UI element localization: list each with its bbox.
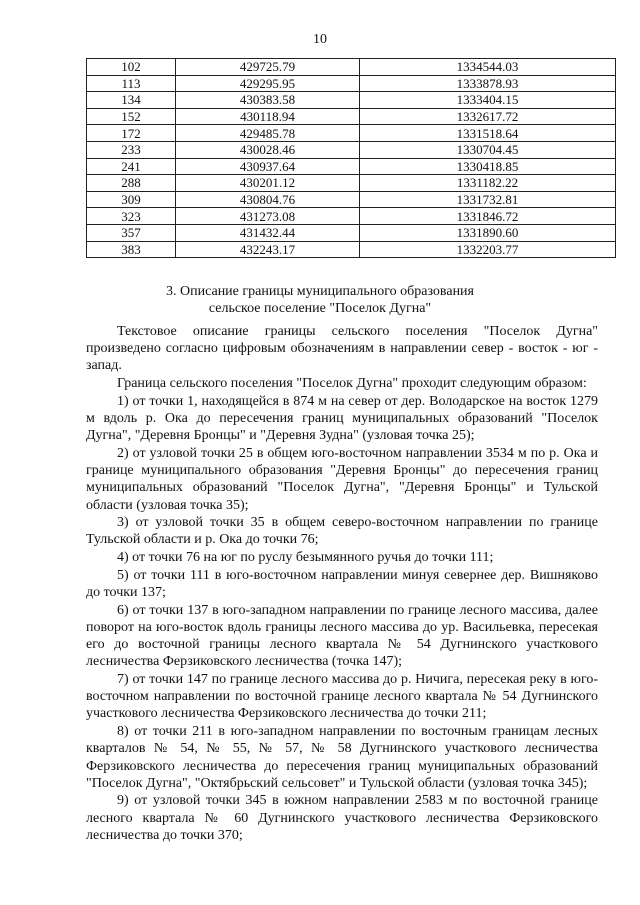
boundary-segment-paragraph: 4) от точки 76 на юг по руслу безымянного ручья до точки 111; (117, 550, 494, 566)
table-row (87, 92, 616, 109)
table-row (87, 125, 616, 142)
point-number-cell: 309 (87, 191, 176, 208)
boundary-segment-paragraph: 6) от точки 137 в юго-западном направлении по границе лесного массива, далее поворот на юго-восток вдоль границы лесного массива до ур. Васильевка, пересекая его до восточной границы лесного квартала № 54 Дугнинского участкового лесничества Ферзиковского лесничества (точка 147); (86, 602, 598, 670)
y-coordinate-cell: 1332617.72 (360, 108, 616, 125)
coordinates-table (86, 58, 616, 258)
table-row (87, 224, 616, 241)
table-row (87, 175, 616, 192)
x-coordinate-cell: 432243.17 (176, 241, 360, 258)
x-coordinate-cell: 431432.44 (176, 224, 360, 241)
y-coordinate-cell: 1333878.93 (360, 75, 616, 92)
x-coordinate-cell: 429485.78 (176, 125, 360, 142)
x-coordinate-cell: 430804.76 (176, 191, 360, 208)
table-row (87, 59, 616, 76)
table-row (87, 108, 616, 125)
x-coordinate-cell: 429725.79 (176, 59, 360, 76)
y-coordinate-cell: 1330418.85 (360, 158, 616, 175)
boundary-segment-paragraph: 7) от точки 147 по границе лесного массива до р. Ничига, пересекая реку в юго-восточном направлении по восточной границе лесного квартала № 54 Дугнинского участкового лесничества Ферзиковского лесничества до точки 211; (86, 672, 598, 722)
point-number-cell: 152 (87, 108, 176, 125)
table-row (87, 158, 616, 175)
section-heading (0, 283, 640, 317)
x-coordinate-cell: 430383.58 (176, 92, 360, 109)
point-number-cell: 134 (87, 92, 176, 109)
page-number: 10 (313, 32, 327, 47)
point-number-cell: 233 (87, 141, 176, 158)
y-coordinate-cell: 1333404.15 (360, 92, 616, 109)
point-number-cell: 383 (87, 241, 176, 258)
boundary-segment-paragraph: 2) от узловой точки 25 в общем юго-восточном направлении 3534 м по р. Ока и границе муниципального образования "Деревня Бронцы" до пересечения границ муниципальных образований "Поселок Дугна", "Деревня Бронцы" и Тульской области (узловая точка 35); (86, 445, 598, 513)
point-number-cell: 113 (87, 75, 176, 92)
x-coordinate-cell: 430201.12 (176, 175, 360, 192)
boundary-segment-paragraph: 9) от узловой точки 345 в южном направлении 2583 м по восточной границе лесного квартала № 60 Дугнинского участкового лесничества Ферзиковского лесничества до точки 370; (86, 793, 598, 843)
y-coordinate-cell: 1331182.22 (360, 175, 616, 192)
boundary-segment-paragraph: 5) от точки 111 в юго-восточном направлении минуя севернее дер. Вишняково до точки 137; (86, 567, 598, 601)
intro-paragraph: Текстовое описание границы сельского поселения "Поселок Дугна" произведено согласно цифровым обозначениям в направлении север - восток - юг - запад. (86, 324, 598, 374)
y-coordinate-cell: 1331518.64 (360, 125, 616, 142)
x-coordinate-cell: 430937.64 (176, 158, 360, 175)
table-row (87, 75, 616, 92)
y-coordinate-cell: 1334544.03 (360, 59, 616, 76)
x-coordinate-cell: 431273.08 (176, 208, 360, 225)
section-heading-line1: 3. Описание границы муниципального образования (166, 284, 474, 299)
lead-paragraph: Граница сельского поселения "Поселок Дугна" проходит следующим образом: (117, 376, 587, 392)
y-coordinate-cell: 1331732.81 (360, 191, 616, 208)
point-number-cell: 102 (87, 59, 176, 76)
y-coordinate-cell: 1330704.45 (360, 141, 616, 158)
point-number-cell: 172 (87, 125, 176, 142)
boundary-description (86, 323, 598, 845)
x-coordinate-cell: 430118.94 (176, 108, 360, 125)
y-coordinate-cell: 1331846.72 (360, 208, 616, 225)
x-coordinate-cell: 429295.95 (176, 75, 360, 92)
y-coordinate-cell: 1332203.77 (360, 241, 616, 258)
boundary-segment-paragraph: 8) от точки 211 в юго-западном направлении по восточным границам лесных кварталов № 54, № 55, № 57, № 58 Дугнинского участкового лесничества Ферзиковского лесничества до пересечения границ муниципальных образований "Поселок Дугна", "Октябрьский сельсовет" и Тульской области (узловая точка 345); (86, 724, 598, 791)
point-number-cell: 323 (87, 208, 176, 225)
point-number-cell: 288 (87, 175, 176, 192)
table-row (87, 241, 616, 258)
boundary-segment-paragraph: 1) от точки 1, находящейся в 874 м на север от дер. Володарское на восток 1279 м вдоль р. Ока до пересечения границ муниципальных образований "Поселок Дугна", "Деревня Бронцы" и "Деревня Зудна" (узловая точка 25); (86, 393, 598, 444)
section-heading-line2: сельское поселение "Поселок Дугна" (208, 301, 432, 316)
boundary-segment-paragraph: 3) от узловой точки 35 в общем северо-восточном направлении по границе Тульской области и р. Ока до точки 76; (86, 515, 598, 548)
point-number-cell: 357 (87, 224, 176, 241)
point-number-cell: 241 (87, 158, 176, 175)
table-row (87, 141, 616, 158)
x-coordinate-cell: 430028.46 (176, 141, 360, 158)
table-row (87, 208, 616, 225)
y-coordinate-cell: 1331890.60 (360, 224, 616, 241)
table-row (87, 191, 616, 208)
